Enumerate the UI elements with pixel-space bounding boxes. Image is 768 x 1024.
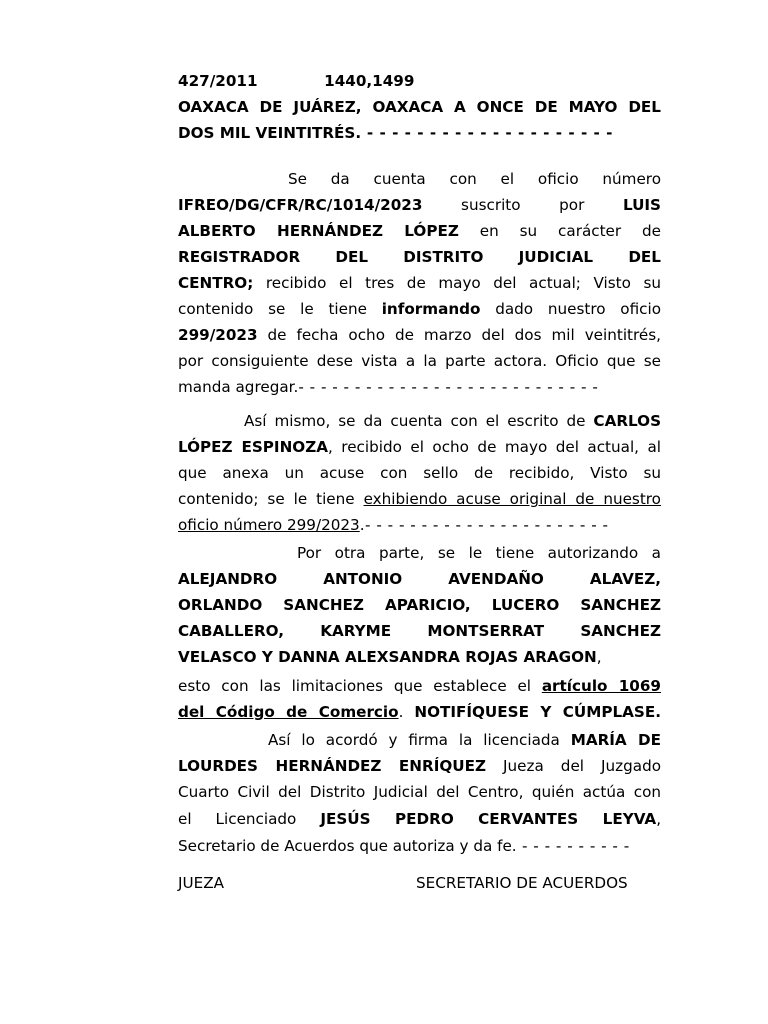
keyword-informando: informando	[381, 300, 481, 318]
p1-line-2	[178, 192, 661, 218]
p2-line-2	[178, 434, 661, 460]
p1-line-9	[178, 374, 661, 400]
underlined-text: exhibiendo acuse original de nuestro	[363, 490, 661, 508]
p3-line-3: ORLANDO SANCHEZ APARICIO, LUCERO SANCHEZ	[178, 596, 661, 614]
p4-text: el Licenciado	[178, 810, 297, 828]
p2-line-4	[178, 486, 661, 512]
p4-line-2	[178, 753, 661, 779]
folio-numbers: 1440,1499	[324, 72, 415, 90]
filler-dashes: - - - - - - - - - - - - - - - - - - - -	[361, 124, 613, 142]
p4-text: Secretario de Acuerdos que autoriza y da fe.	[178, 837, 517, 855]
code-reference: del Código de Comercio	[178, 703, 399, 721]
signature-judge-label: JUEZA	[178, 874, 224, 892]
registrar-name: ALBERTO HERNÁNDEZ LÓPEZ	[178, 222, 459, 240]
p1-line-1: Se da cuenta con el oficio número	[288, 170, 661, 188]
p1-line-6	[178, 296, 661, 322]
p1-text: recibido el tres de mayo del actual; Visto su	[265, 274, 661, 292]
p3-text: esto con las limitaciones que establece el	[178, 677, 532, 695]
p1-line-4: REGISTRADOR DEL DISTRITO JUDICIAL DEL	[178, 248, 661, 266]
p3-line-5	[178, 644, 661, 670]
filler-dashes: - - - - - - - - - - - - - - - - - - - - - - - - - - -	[298, 378, 599, 396]
case-numbers	[178, 68, 661, 94]
notification-order: NOTIFÍQUESE Y CÚMPLASE.	[414, 703, 661, 721]
oficio-reference: 299/2023	[178, 326, 258, 344]
p4-text: Jueza del Juzgado	[503, 757, 662, 775]
p3-line-2: ALEJANDRO ANTONIO AVENDAÑO ALAVEZ,	[178, 570, 661, 588]
registrar-title-end: CENTRO;	[178, 274, 254, 292]
p1-text: en su carácter de	[479, 222, 662, 240]
p2-text: , recibido el ocho de mayo del actual, al	[327, 438, 661, 456]
oficio-number: IFREO/DG/CFR/RC/1014/2023	[178, 196, 423, 214]
p1-line-3	[178, 218, 661, 244]
underlined-text: oficio número 299/2023	[178, 516, 360, 534]
p2-text: contenido; se le tiene	[178, 490, 355, 508]
p4-line-5	[178, 833, 661, 859]
p3-text: .	[398, 703, 404, 721]
p3-line-7	[178, 699, 661, 725]
p4-line-4	[178, 806, 661, 832]
registrar-name-part: LUIS	[622, 196, 661, 214]
p2-line-1	[244, 408, 661, 434]
p4-text: Así lo acordó y firma la licenciada	[268, 731, 560, 749]
p3-line-1: Por otra parte, se le tiene autorizando a	[297, 544, 661, 562]
judge-name-part: MARÍA DE	[570, 731, 661, 749]
p1-text: contenido se le tiene	[178, 300, 367, 318]
p2-text: Así mismo, se da cuenta con el escrito de	[244, 412, 586, 430]
filler-dashes: .- - - - - - - - - - - - - - - - - - - - - -	[359, 516, 609, 534]
place-date-text: DOS MIL VEINTITRÉS.	[178, 124, 362, 142]
p1-text: dado nuestro oficio	[495, 300, 662, 318]
p3-text: ,	[596, 648, 602, 666]
case-number: 427/2011	[178, 72, 258, 90]
p1-line-7	[178, 322, 661, 348]
p1-text: suscrito por	[461, 196, 585, 214]
secretary-name: JESÚS PEDRO CERVANTES LEYVA	[320, 810, 657, 828]
place-date-line-2	[178, 120, 661, 146]
place-date-line-1: OAXACA DE JUÁREZ, OAXACA A ONCE DE MAYO DEL	[178, 98, 661, 116]
filler-dashes: - - - - - - - - - -	[516, 837, 630, 855]
p1-text: de fecha ocho de marzo del dos mil veintitrés,	[267, 326, 661, 344]
p2-line-3: que anexa un acuse con sello de recibido, Visto su	[178, 464, 661, 482]
p1-text: manda agregar.	[178, 378, 299, 396]
p3-line-6	[178, 673, 661, 699]
p4-line-3: Cuarto Civil del Distrito Judicial del Centro, quién actúa con	[178, 783, 661, 801]
promovente-name-part: CARLOS	[593, 412, 662, 430]
authorized-names-end: VELASCO Y DANNA ALEXSANDRA ROJAS ARAGON	[178, 648, 597, 666]
p4-text: ,	[656, 810, 662, 828]
p4-line-1	[268, 727, 661, 753]
signature-secretary-label: SECRETARIO DE ACUERDOS	[416, 874, 628, 892]
judge-name: LOURDES HERNÁNDEZ ENRÍQUEZ	[178, 757, 486, 775]
p2-line-5	[178, 512, 661, 538]
promovente-name: LÓPEZ ESPINOZA	[178, 438, 328, 456]
p3-line-4: CABALLERO, KARYME MONTSERRAT SANCHEZ	[178, 622, 661, 640]
article-reference: artículo 1069	[541, 677, 661, 695]
p1-line-5	[178, 270, 661, 296]
p1-line-8: por consiguiente dese vista a la parte actora. Oficio que se	[178, 352, 661, 370]
